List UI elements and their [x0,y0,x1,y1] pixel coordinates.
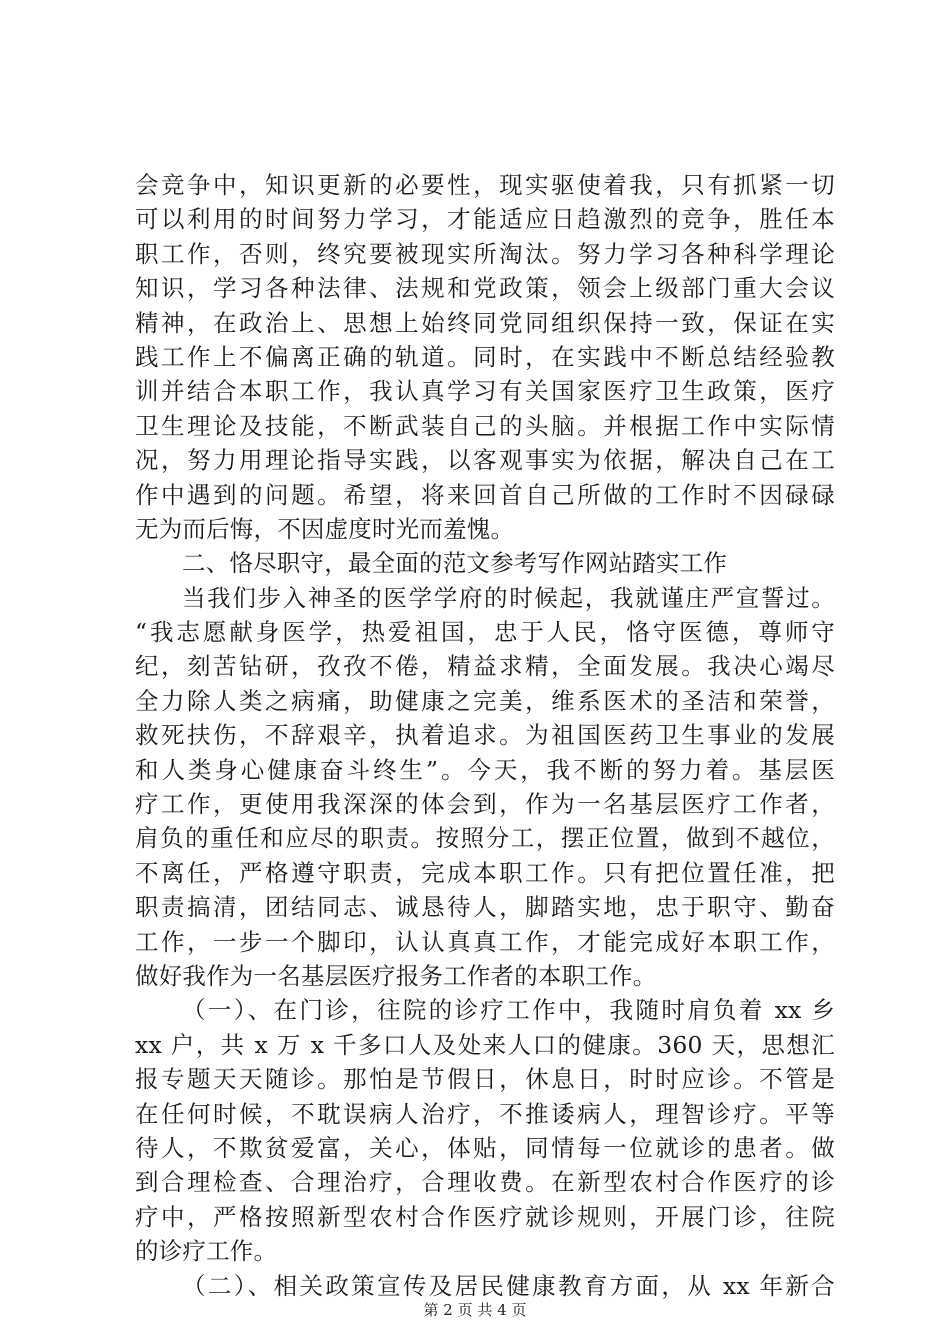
text-line: 到合理检查、合理治疗，合理收费。在新型农村合作医疗的诊 [135,1168,835,1197]
text-line: 知识，学习各种法律、法规和党政策，领会上级部门重大会议 [135,274,835,303]
text-line: “我志愿献身医学，热爱祖国，忠于人民，恪守医德，尊师守 [135,618,835,647]
text-line: 无为而后悔，不因虚度时光而羞愧。 [135,514,515,543]
text-line: 可以利用的时间努力学习，才能适应日趋激烈的竞争，胜任本 [135,205,835,234]
text-line: 全力除人类之病痛，助健康之完美，维系医术的圣洁和荣誉， [135,686,835,715]
text-line: 训并结合本职工作，我认真学习有关国家医疗卫生政策，医疗 [135,377,835,406]
text-line: 救死扶伤，不辞艰辛，执着追求。为祖国医药卫生事业的发展 [135,721,835,750]
text-line: 疗工作，更使用我深深的体会到，作为一名基层医疗工作者， [135,790,835,819]
text-line: xx 户，共 x 万 x 千多口人及处来人口的健康。360 天，思想汇 [135,1030,835,1059]
text-line: 不离任，严格遵守职责，完成本职工作。只有把位置任准，把 [135,858,835,887]
text-line: （二）、相关政策宣传及居民健康教育方面，从 xx 年新合 [182,1271,835,1300]
text-line: 工作，一步一个脚印，认认真真工作，才能完成好本职工作， [135,927,835,956]
text-line: 职工作，否则，终究要被现实所淘汰。努力学习各种科学理论 [135,239,835,268]
text-line: 职责搞清，团结同志、诚恳待人，脚踏实地，忠于职守、勤奋 [135,893,835,922]
document-body [135,168,835,1303]
text-line: 作中遇到的问题。希望，将来回首自己所做的工作时不因碌碌 [135,480,835,509]
text-line: 践工作上不偏离正确的轨道。同时，在实践中不断总结经验教 [135,342,835,371]
text-line: 做好我作为一名基层医疗报务工作者的本职工作。 [135,961,657,990]
text-line: 卫生理论及技能，不断武装自己的头脑。并根据工作中实际情 [135,411,835,440]
text-line: 当我们步入神圣的医学学府的时候起，我就谨庄严宣誓过。 [182,583,835,612]
text-line: 和人类身心健康奋斗终生”。今天，我不断的努力着。基层医 [135,755,835,784]
text-line: 疗中，严格按照新型农村合作医疗就诊规则，开展门诊，往院 [135,1202,835,1231]
text-line: 况，努力用理论指导实践，以客观事实为依据，解决自己在工 [135,446,835,475]
text-line: 报专题天天随诊。那怕是节假日，休息日，时时应诊。不管是 [135,1065,835,1094]
page-footer: 第 2 页 共 4 页 [423,1301,527,1319]
text-line: 会竞争中，知识更新的必要性，现实驱使着我，只有抓紧一切 [135,171,835,199]
text-line: 待人，不欺贫爱富，关心，体贴，同情每一位就诊的患者。做 [135,1133,835,1162]
text-line: 的诊疗工作。 [135,1237,278,1266]
text-line: 在任何时候，不耽误病人治疗，不推诿病人，理智诊疗。平等 [135,1099,835,1128]
text-line: 肩负的重任和应尽的职责。按照分工，摆正位置，做到不越位， [135,824,835,853]
text-line: 精神，在政治上、思想上始终同党同组织保持一致，保证在实 [135,308,835,337]
text-line: 二、恪尽职守，最全面的范文参考写作网站踏实工作 [182,549,728,578]
text-line: （一）、在门诊，往院的诊疗工作中，我随时肩负着 xx 乡 [182,996,835,1025]
text-line: 纪，刻苦钻研，孜孜不倦，精益求精，全面发展。我决心竭尽 [135,652,835,681]
